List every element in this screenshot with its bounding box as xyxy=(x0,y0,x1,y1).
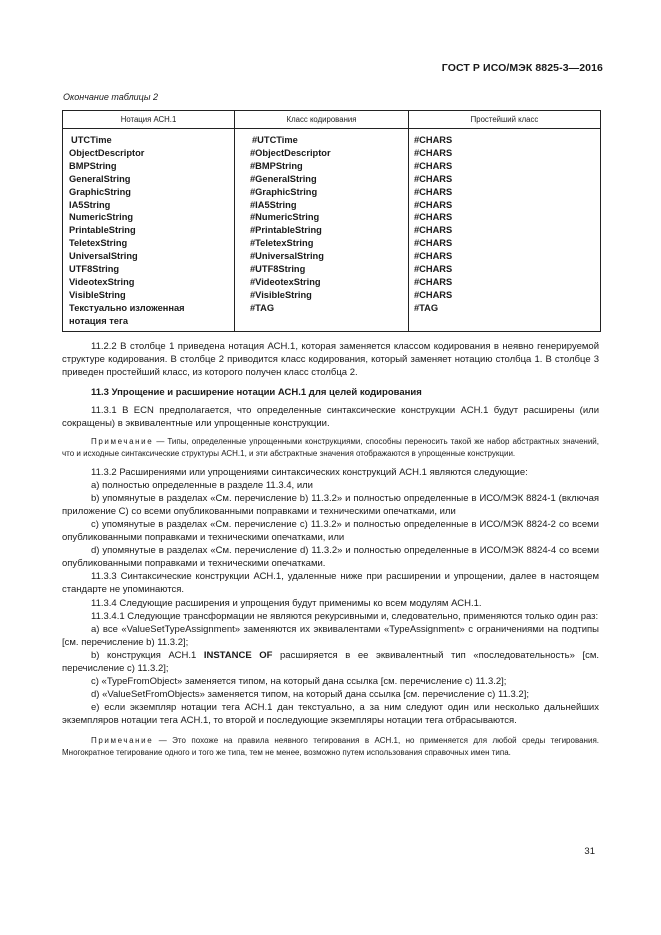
list-item: а) все «ValueSetTypeAssignment» заменяются их эквивалентами «TypeAssignment» с ограничениями на подтипы [см. перечисление b) 11.3.2]; xyxy=(62,623,599,648)
table-cell: UTCTime xyxy=(71,135,112,145)
table-cell: #UTCTime xyxy=(252,135,298,145)
table-cell: #CHARS xyxy=(414,160,453,171)
table-cell: ObjectDescriptor xyxy=(69,147,145,158)
table-cell: #CHARS xyxy=(414,238,453,249)
table-cell: GeneralString xyxy=(69,173,131,184)
table-cell: #UTF8String xyxy=(250,264,306,275)
list-item: d) упомянутые в разделах «См. перечисление d) 11.3.2» и полностью определенные в ИСО/МЭК 8824-4 со всеми опубликованными поправками и техническими опечатками. xyxy=(62,545,599,570)
list-item: a) полностью определенные в разделе 11.3.4, или xyxy=(91,479,313,491)
table-cell: #TeletexString xyxy=(250,238,314,249)
list-item: c) «TypeFromObject» заменяется типом, на который дана ссылка [см. перечисление с) 11.3.2]; xyxy=(91,676,507,688)
table-cell: #CHARS xyxy=(414,225,453,236)
document-header: ГОСТ Р ИСО/МЭК 8825-3—2016 xyxy=(441,62,603,74)
paragraph: 11.3.4.1 Следующие трансформации не являются рекурсивными и, следовательно, применяются только один раз: xyxy=(91,610,599,622)
table-header-row xyxy=(63,111,601,129)
table-cell: VisibleString xyxy=(69,289,126,300)
note-label: Примечание xyxy=(91,736,154,746)
table-header-cell: Простейший класс xyxy=(409,111,601,129)
section-heading: 11.3 Упрощение и расширение нотации АСН.1 для целей кодирования xyxy=(91,387,422,399)
table-cell: #IA5String xyxy=(250,199,297,210)
text-run: расширяется в ее эквивалентный тип «последовательность» [см. перечисление с) 11.3.2]; xyxy=(62,649,600,674)
table-cell: #CHARS xyxy=(414,173,453,184)
table-cell: #TAG xyxy=(414,302,439,313)
list-item xyxy=(62,649,599,675)
note-text: — Это похоже на правила неявного тегирования в АСН.1, но применяется для любой среды тегирования. Многократное тегирование одного и того же типа, тем не менее, возможно путем использования справочных имен типа. xyxy=(62,736,599,758)
note xyxy=(62,436,599,460)
table-cell: #CHARS xyxy=(414,186,453,197)
table-body-row xyxy=(63,129,601,332)
paragraph: 11.2.2 В столбце 1 приведена нотация АСН.1, которая заменяется классом кодирования в неявно генерируемой структуре кодирования. В столбце 2 приводится класс кодирования, который заменяет нотацию столбца 1. В столбце 3 приведен простейший класс, из которого получен класс столбца 2. xyxy=(62,341,599,379)
document-body xyxy=(62,340,599,765)
table-caption: Окончание таблицы 2 xyxy=(63,92,158,102)
note xyxy=(62,735,599,759)
table-cell: #BMPString xyxy=(250,160,303,171)
table-cell: #CHARS xyxy=(414,135,453,145)
table-cell: #CHARS xyxy=(414,276,453,287)
table-cell: #GeneralString xyxy=(250,173,317,184)
encoding-class-table xyxy=(62,110,601,332)
table-cell: PrintableString xyxy=(69,225,136,236)
paragraph: 11.3.1 В ECN предполагается, что определенные синтаксические конструкции АСН.1 будут расширены (или сокращены) в эквивалентные или упрощенные конструкции. xyxy=(62,405,599,430)
text-run: b) конструкция АСН.1 xyxy=(91,649,204,661)
asn1-notation-column xyxy=(63,129,235,332)
table-header-cell: Класс кодирования xyxy=(235,111,409,129)
paragraph: 11.3.3 Синтаксические конструкции АСН.1, удаленные ниже при расширении и упрощении, далее в настоящем стандарте не упоминаются. xyxy=(62,571,599,596)
table-cell: #CHARS xyxy=(414,212,453,223)
list-item: b) упомянутые в разделах «См. перечисление b) 11.3.2» и полностью определенные в ИСО/МЭК 8824-1 (включая приложение С) со всеми опубликованными поправками и техническими опечатками, или xyxy=(62,492,599,517)
table-cell: VideotexString xyxy=(69,276,135,287)
table-cell: #CHARS xyxy=(414,289,453,300)
table-cell: Текстуально изложенная xyxy=(69,302,185,313)
table-cell: BMPString xyxy=(69,160,117,171)
table-cell: #GraphicString xyxy=(250,186,318,197)
table-cell: TeletexString xyxy=(69,238,128,249)
note-text: — Типы, определенные упрощенными конструкциями, способны переносить такой же набор абстрактных значений, что и исходные синтаксические структуры АСН.1, и эти абстрактные значения отображаются в упрощенные конструкции. xyxy=(62,436,599,458)
paragraph: 11.3.2 Расширениями или упрощениями синтаксических конструкций АСН.1 являются следующие: xyxy=(91,466,528,478)
note-label: Примечание xyxy=(91,436,154,446)
simplest-class-column xyxy=(409,129,601,332)
table-cell: #UniversalString xyxy=(250,251,324,262)
table-cell: IA5String xyxy=(69,199,111,210)
table-cell: UTF8String xyxy=(69,264,120,275)
table-cell: #TAG xyxy=(250,302,275,313)
list-item: е) если экземпляр нотации тега АСН.1 дан текстуально, а за ним следуют один или несколько дальнейших экземпляров нотации тега АСН.1, то второй и последующие экземпляры нотации тега отбрасываются. xyxy=(62,702,599,727)
list-item: c) упомянутые в разделах «См. перечисление с) 11.3.2» и полностью определенные в ИСО/МЭК 8824-2 со всеми опубликованными поправками и техническими опечатками, или xyxy=(62,518,599,544)
table-cell: нотация тега xyxy=(69,315,128,326)
table-cell: #VideotexString xyxy=(250,276,321,287)
table-cell: GraphicString xyxy=(69,186,131,197)
table-header-cell: Нотация АСН.1 xyxy=(63,111,235,129)
page-number: 31 xyxy=(584,846,595,857)
bold-keyword: INSTANCE OF xyxy=(203,649,273,661)
list-item: d) «ValueSetFromObjects» заменяется типом, на который дана ссылка [см. перечисление с) 11.3.2]; xyxy=(91,689,529,701)
table-cell: #PrintableString xyxy=(250,225,322,236)
table-cell: #NumericString xyxy=(250,212,320,223)
table-cell: #CHARS xyxy=(414,147,453,158)
table-cell: #CHARS xyxy=(414,251,453,262)
encoding-class-column xyxy=(235,129,409,332)
table-cell: #VisibleString xyxy=(250,289,312,300)
table-cell: #ObjectDescriptor xyxy=(250,147,331,158)
table-cell: NumericString xyxy=(69,212,134,223)
table-cell: UniversalString xyxy=(69,251,138,262)
table-cell: #CHARS xyxy=(414,199,453,210)
table-cell: #CHARS xyxy=(414,264,453,275)
paragraph: 11.3.4 Следующие расширения и упрощения будут применимы ко всем модулям АСН.1. xyxy=(91,597,482,609)
